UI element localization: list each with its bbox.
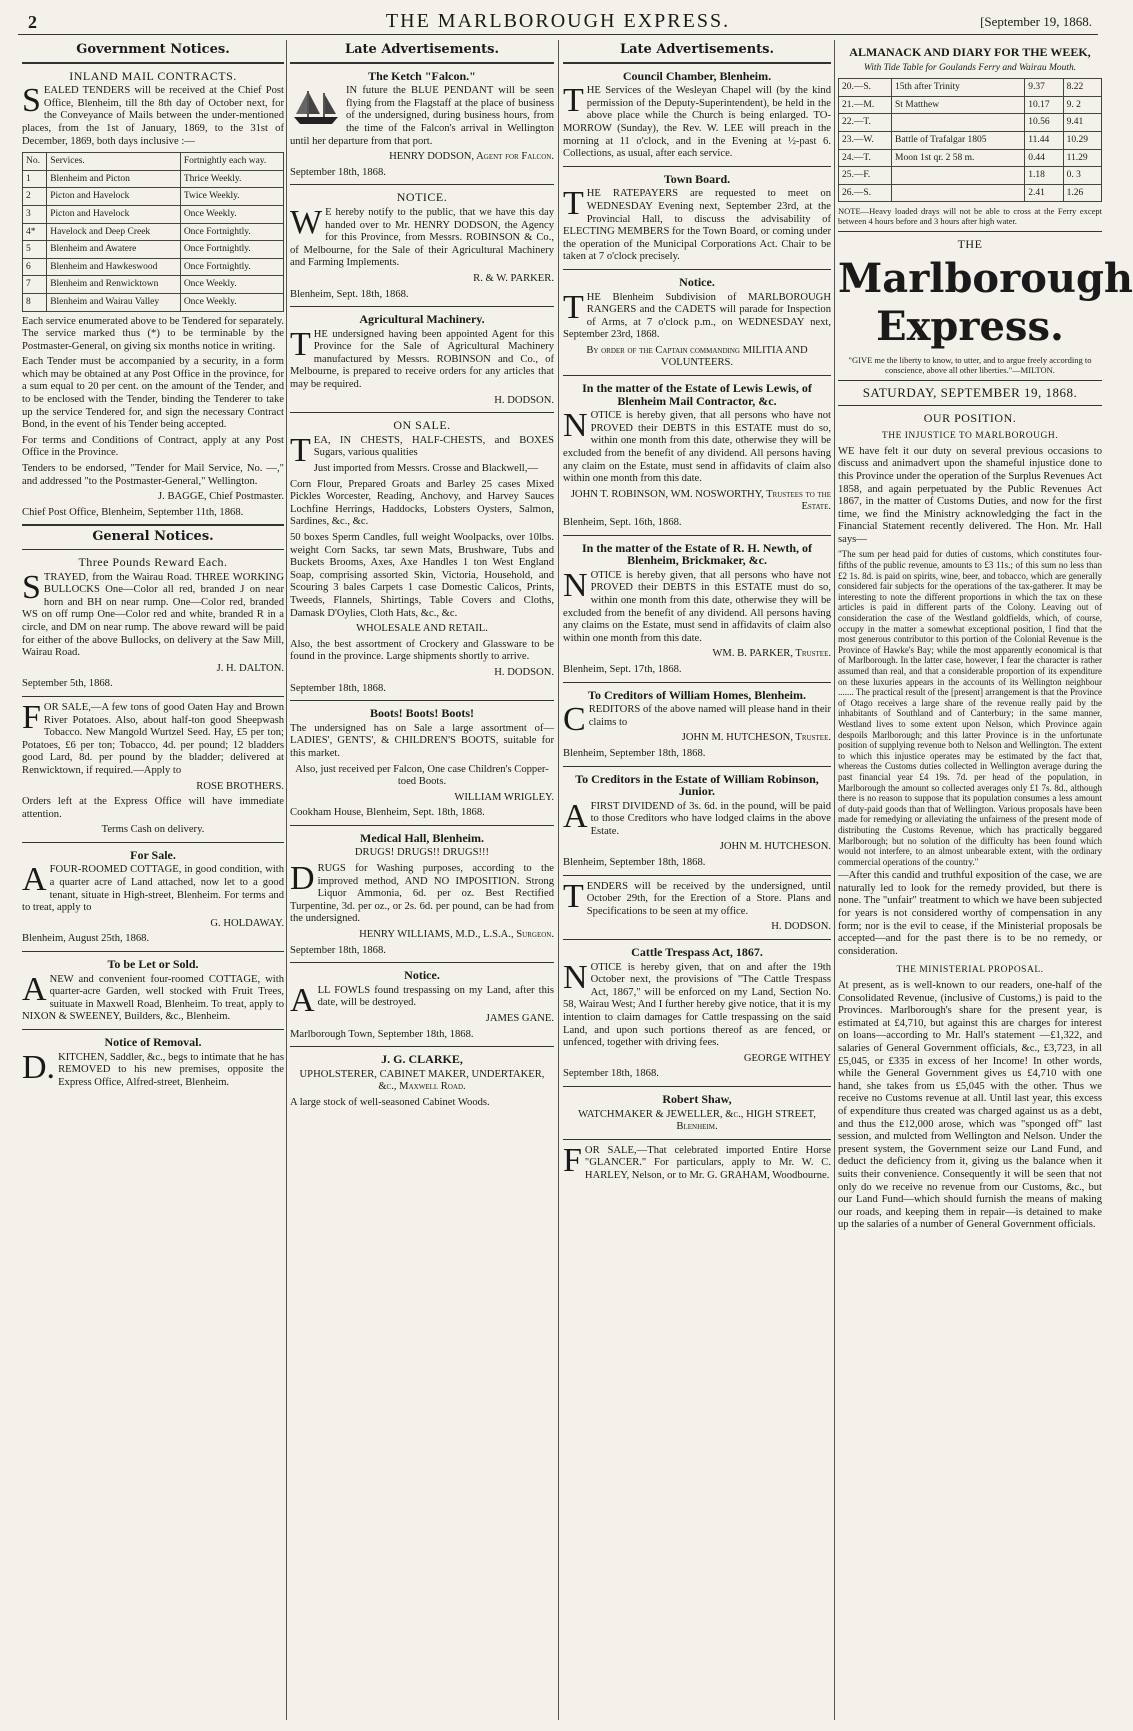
table-cell: 15th after Trinity	[892, 79, 1025, 97]
ad-body: TENDERS will be received by the undersigned, until October 29th, for the Erection of a Store. Plans and Specifications to be seen at my office.	[563, 877, 831, 917]
table-cell: Blenheim and Picton	[47, 170, 181, 188]
table-cell: 7	[23, 276, 47, 294]
ad-body: FOR SALE,—That celebrated imported Entire Horse "GLANCER." For particulars, apply to Mr. W. C. HARLEY, Nelson, or to Mr. G. GRAHAM, Woodbourne.	[563, 1141, 831, 1181]
ad-signature: JOHN T. ROBINSON, WM. NOSWORTHY, Trustees to the Estate.	[570, 488, 831, 513]
divider	[563, 166, 831, 167]
ad-body: NOTICE is hereby given, that on and after the 19th October next, the provisions of "The Cattle Trespass Act, 1867," will be enforced on my Land, Section No. 58, Wairau West; And I further hereby give notice, that it is my intention to claim damages for Cattle trespassing on the said Land, and upon such portions thereof as are fenced, or unfenced, together with driving fees.	[563, 958, 831, 1049]
ad-body: THE Services of the Wesleyan Chapel will (by the kind permission of the Deputy-Superintendent), be held in the above place while the Church is being enlarged. TO-MORROW (Sunday), the Rev. W. LEE will preach in the morning at 11 o'clock, and in the Evening at ½-past 6. Collections, as usual, after each service.	[563, 82, 831, 160]
ad-title: Council Chamber, Blenheim.	[622, 68, 772, 83]
divider	[838, 231, 1102, 232]
table-cell: 5	[23, 241, 47, 259]
ad-title: In the matter of the Estate of R. H. Newth, of Blenheim, Brickmaker, &c.	[581, 540, 813, 568]
ad-title: INLAND MAIL CONTRACTS.	[69, 68, 237, 83]
ad-title: Medical Hall, Blenheim.	[360, 830, 484, 845]
table-cell: 1.26	[1063, 184, 1101, 202]
table-cell: Blenheim and Renwicktown	[47, 276, 181, 294]
divider	[290, 1046, 554, 1047]
table-cell: Blenheim and Awatere	[47, 241, 181, 259]
table-row	[839, 96, 1102, 114]
table-cell: Once Fortnightly.	[180, 258, 283, 276]
ad-title: For Sale.	[130, 847, 176, 862]
table-cell: 10.17	[1025, 96, 1063, 114]
ad-body: AFOUR-ROOMED COTTAGE, in good condition, with a quarter acre of Land attached, now let to a good tenant, situate in High-street, Blenheim. For terms and to treat, apply to	[22, 861, 284, 914]
page-title: THE MARLBOROUGH EXPRESS.	[385, 10, 731, 32]
table-cell: 21.—M.	[839, 96, 892, 114]
almanack-table	[838, 78, 1102, 202]
divider	[290, 306, 554, 307]
table-row	[23, 170, 284, 188]
table-cell	[892, 114, 1025, 132]
divider	[563, 62, 831, 64]
ad-title: J. G. CLARKE,	[381, 1052, 463, 1067]
table-cell: 0.44	[1025, 149, 1063, 167]
divider	[838, 405, 1102, 406]
ad-body: Corn Flour, Prepared Groats and Barley 25 cases Mixed Pickles Worcester, Reading, Anchovy, and Harvey Sauces Lochfine Herrings, Haddocks, Lobsters Oysters, Salmon, Sardines, &c., &c.	[290, 478, 554, 528]
table-cell: 9. 2	[1063, 96, 1101, 114]
ad-signature: JOHN M. HUTCHESON, Trustee.	[681, 732, 831, 744]
ad-dateline: September 18th, 1868.	[290, 682, 386, 694]
ad-title: In the matter of the Estate of Lewis Lewis, of Blenheim Mail Contractor, &c.	[582, 381, 812, 408]
table-cell: Picton and Havelock	[47, 188, 181, 206]
newspaper-nameplate: Marlborough Express.	[838, 254, 1133, 350]
table-cell: 8	[23, 293, 47, 311]
ad-body: ANEW and convenient four-roomed COTTAGE, with quarter-acre Garden, well stocked with Fruit Trees, suituate in Maxwell Road, Blenheim. To treat, apply to NIXON & SWEENEY, Builders, &c., Blenheim.	[22, 970, 284, 1023]
ad-body: D.KITCHEN, Saddler, &c., begs to intimate that he has REMOVED to his new premises, opposite the Express Office, Alfred-street, Blenheim.	[22, 1048, 284, 1088]
table-cell: Battle of Trafalgar 1805	[892, 131, 1025, 149]
table-row	[23, 293, 284, 311]
table-row	[839, 79, 1102, 97]
ad-body: Each Tender must be accompanied by a security, in a form which may be obtained at any Post Office in the province, for a sum equal to 20 per cent. on the amount of the Tender, and to be enclosed with the Tender, binding the Tenderer to take up the service Tendered for, and sign the necessary Contract Bond, in the event of his Tender being accepted.	[22, 356, 284, 431]
almanack-note: NOTE—Heavy loaded drays will not be able to cross at the Ferry except between 4 hours before and 3 hours after high water.	[838, 206, 1102, 227]
table-cell: 1.18	[1025, 167, 1063, 185]
table-cell: Havelock and Deep Creek	[47, 223, 181, 241]
divider	[290, 62, 554, 64]
ad-dateline: September 18th, 1868.	[290, 166, 386, 178]
table-cell: 9.37	[1025, 79, 1063, 97]
ad-body: SEALED TENDERS will be received at the Chief Post Office, Blenheim, till the 8th day of October next, for the Conveyance of Mails between the under-mentioned places, from the 1st of January, 1869, to the 31st of December, 1869, both days inclusive :—	[22, 82, 284, 147]
issue-dateline: SATURDAY, SEPTEMBER 19, 1868.	[862, 384, 1078, 400]
table-cell: 10.29	[1063, 131, 1101, 149]
ad-body: Orders left at the Express Office will have immediate attention.	[22, 796, 284, 820]
newspaper-the: THE	[957, 237, 983, 252]
ad-body: AFIRST DIVIDEND of 3s. 6d. in the pound, will be paid to those Creditors who have lodged claims in the above Estate.	[563, 797, 831, 837]
divider	[563, 1086, 831, 1087]
column-4	[838, 40, 1133, 1720]
ad-body: A large stock of well-seasoned Cabinet Woods.	[290, 1096, 490, 1108]
ad-body: NOTICE is hereby given, that all persons who have not PROVED their DEBTS in this ESTATE must do so, within one month from this date, otherwise they will be excluded from the benefit of any dividend. All persons having any claim on the Estate, must send in affidavits of claim also within one month from this date.	[563, 407, 831, 485]
ad-title: ON SALE.	[393, 418, 451, 433]
table-header: Services.	[47, 153, 181, 171]
ad-dateline: Blenheim, August 25th, 1868.	[22, 933, 150, 945]
table-header: Fortnightly each way.	[180, 153, 283, 171]
ad-dateline: Chief Post Office, Blenheim, September 11th, 1868.	[22, 506, 244, 518]
column-rule	[834, 40, 835, 1720]
ad-title: To Creditors in the Estate of William Robinson, Junior.	[575, 771, 819, 799]
ad-dateline: Blenheim, Sept. 18th, 1868.	[290, 288, 409, 300]
divider	[22, 1029, 284, 1030]
page-number: 2	[28, 12, 37, 32]
ad-body: UPHOLSTERER, CABINET MAKER, UNDERTAKER, &c., Maxwell Road.	[299, 1068, 545, 1093]
ad-signature: R. & W. PARKER.	[473, 272, 554, 284]
section-heading: General Notices.	[92, 529, 214, 545]
article-subheading: THE INJUSTICE TO MARLBOROUGH.	[881, 431, 1059, 442]
table-row	[23, 223, 284, 241]
ad-body: 50 boxes Sperm Candles, full weight Woolpacks, over 10lbs. weight Corn Sacks, tar sewn Mats, Brushware, Tubs and Buckets Brooms, Axes, Axe Handles 1 ton West England Soap, comprising assorted Skin, Victoria, Household, and Scouring 3 bales Carpets 1 case Domestic Calicos, Prints, Tweeds, Flannels, Shirtings, Table Covers and Cloths, Damask D'Oylies, Cloth Hats, &c., &c.	[290, 532, 554, 619]
ad-body: The undersigned has on Sale a large assortment of— LADIES', GENTS', & CHILDREN'S BOOTS, suitable for this market.	[290, 722, 554, 759]
divider	[563, 939, 831, 940]
divider	[290, 700, 554, 701]
ad-title: Town Board.	[663, 171, 731, 186]
ad-body: THE RATEPAYERS are requested to meet on WEDNESDAY Evening next, September 23rd, at the Provincial Hall, to discuss the advisability of ELECTING MEMBERS for the Town Board, or coming under the operation of the Municipal Corporations Act. Chair to be taken at 7 o'clock precisely.	[563, 185, 831, 263]
divider	[22, 842, 284, 843]
divider	[22, 524, 284, 526]
table-cell: 22.—T.	[839, 114, 892, 132]
ad-signature: H. DODSON.	[771, 921, 831, 933]
ad-signature: JAMES GANE.	[485, 1013, 554, 1024]
ad-title: Robert Shaw,	[662, 1091, 732, 1106]
ad-signature: H. DODSON.	[494, 666, 554, 678]
ad-title: Notice.	[679, 274, 715, 289]
divider	[563, 535, 831, 536]
table-cell: 0. 3	[1063, 167, 1101, 185]
masthead	[18, 8, 1098, 35]
table-cell: 4*	[23, 223, 47, 241]
divider	[290, 825, 554, 826]
ad-body: STRAYED, from the Wairau Road. THREE WORKING BULLOCKS One—Color all red, branded J on near horn and BH on near rump. One—Color red, branded WS on off rump One—Color red and white, branded R in a circle, and DM on near rump. The above reward will be paid for either of the above Bullocks, on delivery at the Saw Mill, Wairau Road.	[22, 568, 284, 659]
ad-body: Terms Cash on delivery.	[101, 824, 205, 836]
divider	[563, 375, 831, 376]
table-cell: Thrice Weekly.	[180, 170, 283, 188]
ad-dateline: Blenheim, September 18th, 1868.	[563, 857, 706, 869]
table-header-row	[23, 153, 284, 171]
article-paragraph: —After this candid and truthful exposition of the case, we are naturally led to look for the remedy provided, but there is none. The "unfair" treatment to which we have been subjected for years is not considered worthy of compensation in any form; nor is the evil to cease, if the Ministerial proposals be accepted—and for the past there is to be no remedy, or consideration.	[838, 870, 1102, 957]
table-cell: Picton and Havelock	[47, 205, 181, 223]
ad-title: Boots! Boots! Boots!	[370, 706, 474, 721]
ad-title: NOTICE.	[396, 190, 448, 205]
table-cell	[892, 184, 1025, 202]
ad-body: WE hereby notify to the public, that we have this day handed over to Mr. HENRY DODSON, the Agency for this Province, from Messrs. ROBINSON & Co., of Melbourne, for the Sale of their Agricultural Machinery and Farming Implements.	[290, 203, 554, 269]
table-cell: Blenheim and Hawkeswood	[47, 258, 181, 276]
ad-signature: JOHN M. HUTCHESON.	[719, 841, 831, 853]
table-header: No.	[23, 153, 47, 171]
ad-signature: J. H. DALTON.	[216, 662, 284, 674]
divider	[563, 682, 831, 683]
divider	[563, 1139, 831, 1140]
divider	[838, 380, 1102, 381]
almanack-subtitle: With Tide Table for Goulands Ferry and Wairau Mouth.	[863, 62, 1077, 73]
column-3	[563, 40, 831, 1720]
ad-dateline: Blenheim, September 18th, 1868.	[563, 747, 706, 759]
ad-title: The Ketch "Falcon."	[368, 68, 476, 83]
table-cell: Once Weekly.	[180, 205, 283, 223]
ad-dateline: Marlborough Town, September 18th, 1868.	[290, 1028, 474, 1040]
column-rule	[558, 40, 559, 1720]
ad-dateline: September 5th, 1868.	[22, 678, 113, 690]
ad-title: Cattle Trespass Act, 1867.	[631, 945, 763, 960]
divider	[563, 875, 831, 876]
ad-body: WHOLESALE AND RETAIL.	[356, 623, 488, 635]
column-1	[22, 40, 284, 1720]
table-cell: St Matthew	[892, 96, 1025, 114]
table-cell: 11.29	[1063, 149, 1101, 167]
divider	[563, 766, 831, 767]
section-heading: Late Advertisements.	[619, 42, 775, 57]
divider	[290, 184, 554, 185]
divider	[22, 549, 284, 550]
table-cell: Once Fortnightly.	[180, 241, 283, 259]
table-cell: 24.—T.	[839, 149, 892, 167]
table-cell: 9.41	[1063, 114, 1101, 132]
table-row	[839, 184, 1102, 202]
ad-body: THE Blenheim Subdivision of MARLBOROUGH RANGERS and the CADETS will parade for Inspection of Arms, at 7 o'clock p.m., on WEDNESDAY next, September 23rd, 1868.	[563, 288, 831, 341]
divider	[22, 62, 284, 64]
ad-body: TEA, IN CHESTS, HALF-CHESTS, and BOXES Sugars, various qualities	[290, 431, 554, 469]
table-cell: 20.—S.	[839, 79, 892, 97]
table-cell: 2.41	[1025, 184, 1063, 202]
column-2	[290, 40, 554, 1720]
table-cell: Once Fortnightly.	[180, 223, 283, 241]
ad-signature: HENRY DODSON, Agent for Falcon.	[389, 151, 554, 163]
table-cell: 10.56	[1025, 114, 1063, 132]
ad-signature: By order of the Captain commanding MILITIA AND VOLUNTEERS.	[586, 344, 808, 369]
page-date: [September 19, 1868.	[980, 14, 1092, 29]
ad-title: Notice.	[404, 968, 440, 983]
table-row	[839, 131, 1102, 149]
ad-signature: G. HOLDAWAY.	[210, 917, 284, 929]
ad-body: For terms and Conditions of Contract, apply at any Post Office in the Province.	[22, 434, 284, 459]
section-heading: Late Advertisements.	[344, 42, 500, 57]
table-row	[23, 188, 284, 206]
newspaper-motto: "GIVE me the liberty to know, to utter, and to argue freely according to conscience, above all other liberties."—MILTON.	[848, 354, 1092, 375]
table-cell: 1	[23, 170, 47, 188]
ad-signature: ROSE BROTHERS.	[196, 780, 284, 792]
ad-title: Agricultural Machinery.	[359, 312, 485, 327]
ad-signature: J. BAGGE, Chief Postmaster.	[158, 491, 284, 503]
column-rule	[286, 40, 287, 1720]
ad-title: Three Pounds Reward Each.	[78, 555, 228, 569]
table-cell: 26.—S.	[839, 184, 892, 202]
table-cell: 3	[23, 205, 47, 223]
ad-dateline: September 18th, 1868.	[290, 944, 386, 956]
table-row	[23, 258, 284, 276]
ad-body: IN future the BLUE PENDANT will be seen flying from the Flagstaff at the place of business of the undersigned, during business hours, from the time of the Falcon's arrival in Wellington until her departure from that port.	[290, 85, 554, 147]
article-heading: OUR POSITION.	[923, 410, 1017, 425]
table-cell: Once Weekly.	[180, 293, 283, 311]
table-cell: Twice Weekly.	[180, 188, 283, 206]
ad-body: Just imported from Messrs. Crosse and Blackwell,—	[313, 463, 538, 475]
ad-body: THE undersigned having been appointed Agent for this Province for the Sale of Agricultural Machinery manufactured by Messrs. ROBINSON and Co., of Melbourne, is prepared to receive orders for any articles that may be required.	[290, 325, 554, 391]
divider	[22, 951, 284, 952]
ad-dateline: Blenheim, Sept. 17th, 1868.	[563, 663, 682, 675]
table-row	[23, 205, 284, 223]
section-heading: Government Notices.	[76, 42, 230, 57]
ad-body: Tenders to be endorsed, "Tender for Mail Service, No. —," and addressed "to the Postmaster-General," Wellington.	[22, 463, 284, 487]
table-cell: 11.44	[1025, 131, 1063, 149]
ad-signature: GEORGE WITHEY	[743, 1052, 831, 1064]
ad-body: Also, just received per Falcon, One case Children's Copper-toed Boots.	[295, 763, 549, 788]
ad-title: Notice of Removal.	[104, 1035, 202, 1049]
ad-title: To be Let or Sold.	[107, 957, 199, 972]
table-row	[839, 167, 1102, 185]
divider	[290, 962, 554, 963]
divider	[22, 696, 284, 697]
ad-signature: WILLIAM WRIGLEY.	[454, 791, 554, 803]
table-row	[839, 149, 1102, 167]
ad-body: DRUGS for Washing purposes, according to the improved method, AND NO IMPOSITION. Strong Liquor Ammonia, 6d. per oz. Best Rectified Turpentine, 3d. per oz., or 2s. 6d. per pound, can be had from the undersigned.	[290, 860, 554, 925]
ad-body: Also, the best assortment of Crockery and Glassware to be found in the province. Large shipments shortly to arrive.	[290, 638, 554, 663]
ad-signature: H. DODSON.	[494, 394, 554, 406]
table-cell: 2	[23, 188, 47, 206]
table-cell: 8.22	[1063, 79, 1101, 97]
ad-signature: HENRY WILLIAMS, M.D., L.S.A., Surgeon.	[359, 929, 554, 941]
divider	[290, 412, 554, 413]
ad-body: CREDITORS of the above named will please hand in their claims to	[563, 701, 831, 739]
table-cell: 25.—F.	[839, 167, 892, 185]
table-row	[839, 114, 1102, 132]
article-paragraph: WE have felt it our duty on several previous occasions to discuss and animadvert upon the shameful injustice done to this Province under the operation of the Surplus Revenues Act 1858, and again perpetuated by the Public Revenues Act 1867, in the matter of Customs Duties, and now for the first time, we find the Ministry acknowledging the fact in the Financial Statement recently delivered. The Hon. Mr. Hall says—	[838, 445, 1102, 545]
table-cell	[892, 167, 1025, 185]
ad-dateline: September 18th, 1868.	[563, 1068, 659, 1080]
ad-body: WATCHMAKER & JEWELLER, &c., HIGH STREET, Blenheim.	[578, 1108, 816, 1133]
table-cell: 6	[23, 258, 47, 276]
ship-icon	[290, 87, 342, 127]
ad-dateline: Cookham House, Blenheim, Sept. 18th, 1868.	[290, 807, 485, 819]
table-cell: 23.—W.	[839, 131, 892, 149]
table-cell: Moon 1st qr. 2 58 m.	[892, 149, 1025, 167]
ad-dateline: Blenheim, Sept. 16th, 1868.	[563, 517, 682, 528]
ad-body: DRUGS! DRUGS!! DRUGS!!!	[354, 847, 490, 859]
article-subheading: THE MINISTERIAL PROPOSAL.	[896, 965, 1044, 976]
ad-title: To Creditors of William Homes, Blenheim.	[588, 687, 806, 702]
table-cell: Once Weekly.	[180, 276, 283, 294]
ad-body: NOTICE is hereby given, that all persons who have not PROVED their DEBTS in this ESTATE must do so, within one month from this date, otherwise they will be excluded from the benefit of any dividend. All persons having any claims on the Estate, must send in affidavits of claim also within one month from this date.	[563, 566, 831, 644]
ad-signature: WM. B. PARKER, Trustee.	[712, 648, 831, 660]
article-quote: "The sum per head paid for duties of customs, which constitutes four-fifths of the public revenue, amounts to £3 11s.; of this sum no less than £2 1s. 8d. is paid on spirits, wine, beer, and tobacco, which are generally considered fair subjects for the operations of the tax-gatherer. It may be interesting to note the different proportions in which the tax on these articles is paid in different parts of the Colony. Leaving out of consideration the case of the Westland goldfields, which, of course, occupy in the matter a somewhat exceptional position, I find that the most generous contributor to this portion of the Colonial Revenue is the Province of Hawke's Bay; while the most apparently economical is that of Marlborough. In the latter case, however, I fear the character is rather assumed than real, and that a considerable proportion of its expenditure on these luxuries appears in the accounts of its Wellington neighbour ....... The practical result of the [present] arrangement is that the Province of Otago receives a large share of the revenue really paid by the inhabitants of Southland and of Canterbury; in the same manner, Westland lives to some extent upon Nelson, which Province again despoils Marlborough; and this latter Province is in the unfortunate position of supplying revenue both to Nelson and Wellington. The extent to which this injustice operates may be estimated by the fact that, whereas the Customs duties collected in Wellington average during the past financial year £4 19s. 7d. per head of the population, in Marlborough the amount so collected averages only £1 7s. 8d., although there is no reason to suppose that its population consumes a less amount of duty-paid goods than that of Wellington. Various proposals have been made for remedying or alleviating the unfairness of the present mode of distributing the Customs Revenue, which has practically beggared Marlborough; but no solution of the difficulty has been found which would not interfere, to an almost unbearable extent, with the ordinary commercial operations of the country."	[838, 549, 1102, 867]
mail-services-table	[22, 152, 284, 311]
article-paragraph: At present, as is well-known to our readers, one-half of the Consolidated Revenue, (inclusive of Customs,) is paid to the Provinces. Marlborough's share for the present year, is estimated at £4,710, but against this are charges for interest on loans—according to Mr. Hall's statement —£1,322, and salaries of General Government officials, &c., £3,723, in all £5,045, or £335 in excess of her Income! In other words, while the General Government gives us £4,710 with one hand, she takes from us £5,045 with the other. Thus we receive no Customs revenue at all. Until last year, this excess of expenditure thus created was charged against us as a debt, and thus the £12,000 arose, which was "sponged off" last session, and mulcted from Wellington and Nelson. Under the present system, the Government seize our Land Fund, and deduct the deficiency from it, giving us the balance when it suits their convenience. Consequently it will be seen that not only do we receive no revenue from our Customs, &c., but our Land Fund—which should furnish the means of making our roads, and keeping them in repair—is detained to make up the salaries of a number of General Government officials.	[838, 980, 1102, 1231]
ad-body: ALL FOWLS found trespassing on my Land, after this date, will be destroyed.	[290, 981, 554, 1019]
divider	[563, 269, 831, 270]
table-row	[23, 241, 284, 259]
ad-body: FOR SALE,—A few tons of good Oaten Hay and Brown River Potatoes. Also, about half-ton good Sheepwash Tobacco. New Mangold Wurtzel Seed. Hay, £5 per ton; Potatoes, £6 per ton; Tobacco, 4d. per pound; 12 bladders good Lard, 8d. per pound by the bladder; delivered at Renwicktown, if required.—Apply to	[22, 698, 284, 776]
table-row	[23, 276, 284, 294]
almanack-title: ALMANACK AND DIARY FOR THE WEEK,	[849, 45, 1091, 59]
table-cell: Blenheim and Wairau Valley	[47, 293, 181, 311]
ad-body: Each service enumerated above to be Tendered for separately. The service marked thus (*) to be terminable by the Postmaster-General, on giving six months notice in writing.	[22, 315, 284, 352]
